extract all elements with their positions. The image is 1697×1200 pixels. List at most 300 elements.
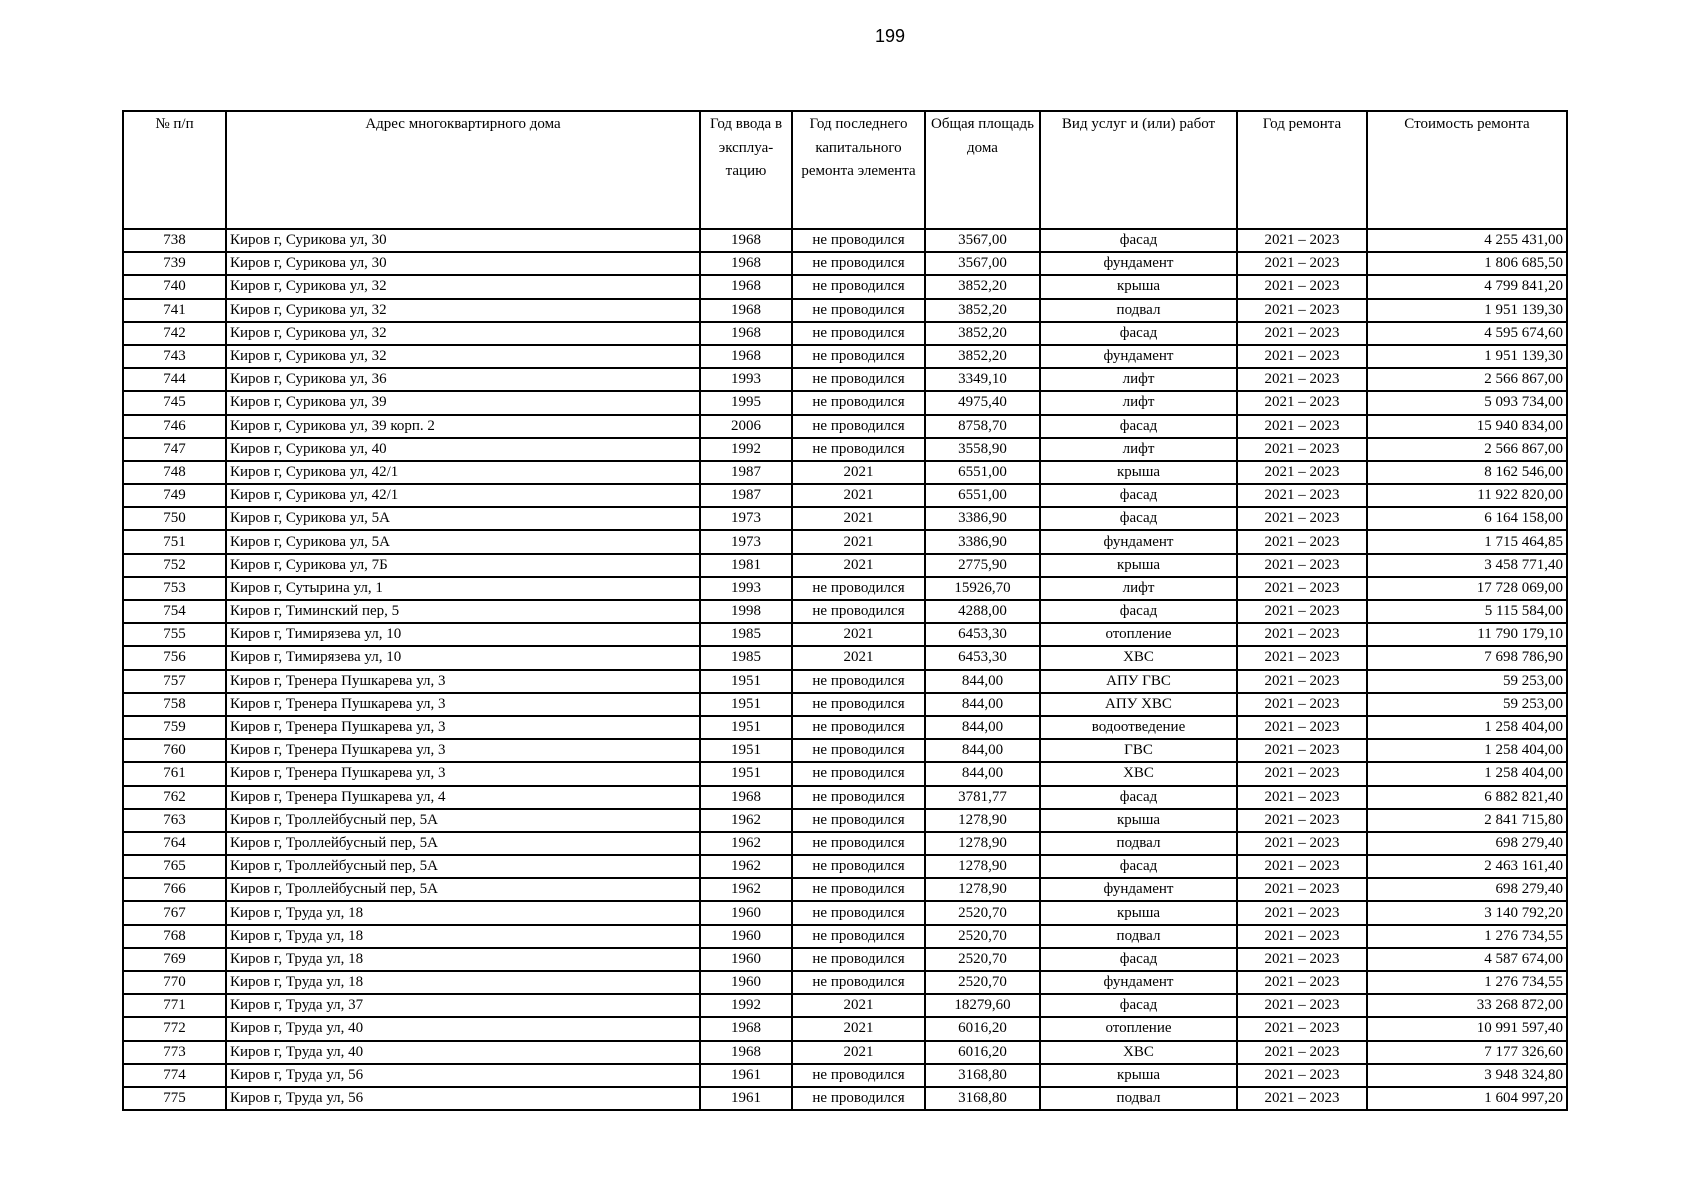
cell-address: Киров г, Тренера Пушкарева ул, 3 — [226, 693, 700, 716]
cell-repair-years: 2021 – 2023 — [1237, 948, 1367, 971]
cell-year-built: 1968 — [700, 1017, 792, 1040]
cell-year-built: 1985 — [700, 623, 792, 646]
cell-year-built: 1951 — [700, 693, 792, 716]
cell-service: подвал — [1040, 925, 1237, 948]
cell-num: 761 — [123, 762, 226, 785]
cell-last-repair: не проводился — [792, 832, 925, 855]
cell-last-repair: не проводился — [792, 391, 925, 414]
cell-repair-years: 2021 – 2023 — [1237, 322, 1367, 345]
cell-repair-years: 2021 – 2023 — [1237, 1087, 1367, 1110]
cell-year-built: 1992 — [700, 438, 792, 461]
header-service: Вид услуг и (или) работ — [1040, 111, 1237, 229]
cell-area: 1278,90 — [925, 832, 1040, 855]
cell-cost: 1 258 404,00 — [1367, 739, 1567, 762]
cell-repair-years: 2021 – 2023 — [1237, 809, 1367, 832]
cell-last-repair: не проводился — [792, 716, 925, 739]
cell-year-built: 1981 — [700, 554, 792, 577]
cell-area: 844,00 — [925, 739, 1040, 762]
table-row — [123, 322, 1567, 345]
cell-num: 746 — [123, 415, 226, 438]
cell-repair-years: 2021 – 2023 — [1237, 345, 1367, 368]
cell-cost: 11 790 179,10 — [1367, 623, 1567, 646]
cell-service: АПУ ХВС — [1040, 693, 1237, 716]
cell-num: 745 — [123, 391, 226, 414]
cell-area: 1278,90 — [925, 878, 1040, 901]
cell-repair-years: 2021 – 2023 — [1237, 484, 1367, 507]
cell-last-repair: 2021 — [792, 530, 925, 553]
cell-last-repair: не проводился — [792, 786, 925, 809]
cell-service: ГВС — [1040, 739, 1237, 762]
cell-address: Киров г, Сурикова ул, 5А — [226, 530, 700, 553]
table-row — [123, 275, 1567, 298]
cell-repair-years: 2021 – 2023 — [1237, 739, 1367, 762]
cell-last-repair: не проводился — [792, 275, 925, 298]
cell-last-repair: 2021 — [792, 461, 925, 484]
cell-cost: 1 604 997,20 — [1367, 1087, 1567, 1110]
cell-cost: 1 276 734,55 — [1367, 971, 1567, 994]
table-row — [123, 762, 1567, 785]
header-repair-years: Год ремонта — [1237, 111, 1367, 229]
cell-service: крыша — [1040, 1064, 1237, 1087]
cell-address: Киров г, Сутырина ул, 1 — [226, 577, 700, 600]
cell-last-repair: не проводился — [792, 368, 925, 391]
cell-last-repair: не проводился — [792, 415, 925, 438]
cell-num: 773 — [123, 1041, 226, 1064]
cell-area: 6453,30 — [925, 623, 1040, 646]
cell-cost: 11 922 820,00 — [1367, 484, 1567, 507]
cell-repair-years: 2021 – 2023 — [1237, 716, 1367, 739]
cell-cost: 2 566 867,00 — [1367, 368, 1567, 391]
cell-repair-years: 2021 – 2023 — [1237, 670, 1367, 693]
cell-service: ХВС — [1040, 762, 1237, 785]
cell-last-repair: не проводился — [792, 299, 925, 322]
cell-address: Киров г, Труда ул, 40 — [226, 1041, 700, 1064]
cell-num: 770 — [123, 971, 226, 994]
cell-area: 2520,70 — [925, 971, 1040, 994]
cell-cost: 8 162 546,00 — [1367, 461, 1567, 484]
cell-last-repair: не проводился — [792, 971, 925, 994]
cell-repair-years: 2021 – 2023 — [1237, 415, 1367, 438]
cell-area: 1278,90 — [925, 855, 1040, 878]
cell-area: 3349,10 — [925, 368, 1040, 391]
cell-cost: 2 463 161,40 — [1367, 855, 1567, 878]
cell-repair-years: 2021 – 2023 — [1237, 252, 1367, 275]
cell-repair-years: 2021 – 2023 — [1237, 299, 1367, 322]
cell-cost: 1 276 734,55 — [1367, 925, 1567, 948]
cell-cost: 59 253,00 — [1367, 693, 1567, 716]
table-row — [123, 786, 1567, 809]
cell-cost: 1 951 139,30 — [1367, 299, 1567, 322]
cell-year-built: 1960 — [700, 901, 792, 924]
cell-service: крыша — [1040, 809, 1237, 832]
cell-service: ХВС — [1040, 1041, 1237, 1064]
cell-address: Киров г, Троллейбусный пер, 5А — [226, 855, 700, 878]
cell-last-repair: не проводился — [792, 438, 925, 461]
cell-address: Киров г, Тренера Пушкарева ул, 3 — [226, 670, 700, 693]
cell-service: фасад — [1040, 507, 1237, 530]
cell-repair-years: 2021 – 2023 — [1237, 878, 1367, 901]
cell-address: Киров г, Тренера Пушкарева ул, 3 — [226, 716, 700, 739]
cell-num: 742 — [123, 322, 226, 345]
cell-num: 765 — [123, 855, 226, 878]
cell-num: 774 — [123, 1064, 226, 1087]
cell-cost: 4 595 674,60 — [1367, 322, 1567, 345]
cell-service: лифт — [1040, 368, 1237, 391]
cell-num: 757 — [123, 670, 226, 693]
cell-cost: 1 806 685,50 — [1367, 252, 1567, 275]
cell-service: фасад — [1040, 600, 1237, 623]
cell-num: 771 — [123, 994, 226, 1017]
cell-service: отопление — [1040, 623, 1237, 646]
cell-year-built: 1987 — [700, 484, 792, 507]
cell-area: 3168,80 — [925, 1064, 1040, 1087]
cell-num: 749 — [123, 484, 226, 507]
table-row — [123, 1064, 1567, 1087]
cell-area: 6551,00 — [925, 484, 1040, 507]
cell-repair-years: 2021 – 2023 — [1237, 623, 1367, 646]
cell-cost: 6 164 158,00 — [1367, 507, 1567, 530]
cell-repair-years: 2021 – 2023 — [1237, 530, 1367, 553]
cell-year-built: 1951 — [700, 762, 792, 785]
cell-cost: 7 698 786,90 — [1367, 646, 1567, 669]
cell-repair-years: 2021 – 2023 — [1237, 646, 1367, 669]
cell-repair-years: 2021 – 2023 — [1237, 1041, 1367, 1064]
cell-area: 844,00 — [925, 670, 1040, 693]
table-row — [123, 693, 1567, 716]
cell-last-repair: не проводился — [792, 925, 925, 948]
cell-last-repair: не проводился — [792, 739, 925, 762]
page-number: 199 — [874, 26, 906, 46]
cell-service: фундамент — [1040, 252, 1237, 275]
cell-service: лифт — [1040, 391, 1237, 414]
cell-year-built: 1951 — [700, 716, 792, 739]
cell-area: 844,00 — [925, 762, 1040, 785]
table-row — [123, 368, 1567, 391]
cell-address: Киров г, Троллейбусный пер, 5А — [226, 878, 700, 901]
cell-num: 764 — [123, 832, 226, 855]
header-year-built: Год ввода в эксплуа-тацию — [700, 111, 792, 229]
cell-area: 6016,20 — [925, 1041, 1040, 1064]
cell-service: крыша — [1040, 461, 1237, 484]
cell-area: 1278,90 — [925, 809, 1040, 832]
cell-address: Киров г, Сурикова ул, 32 — [226, 345, 700, 368]
cell-repair-years: 2021 – 2023 — [1237, 577, 1367, 600]
cell-num: 759 — [123, 716, 226, 739]
cell-service: АПУ ГВС — [1040, 670, 1237, 693]
cell-num: 753 — [123, 577, 226, 600]
cell-service: фундамент — [1040, 345, 1237, 368]
table-row — [123, 948, 1567, 971]
cell-num: 739 — [123, 252, 226, 275]
cell-last-repair: не проводился — [792, 878, 925, 901]
cell-repair-years: 2021 – 2023 — [1237, 438, 1367, 461]
cell-repair-years: 2021 – 2023 — [1237, 507, 1367, 530]
table-row — [123, 971, 1567, 994]
cell-address: Киров г, Труда ул, 18 — [226, 948, 700, 971]
cell-last-repair: 2021 — [792, 623, 925, 646]
cell-last-repair: 2021 — [792, 484, 925, 507]
cell-year-built: 1962 — [700, 855, 792, 878]
cell-address: Киров г, Сурикова ул, 36 — [226, 368, 700, 391]
cell-area: 844,00 — [925, 716, 1040, 739]
cell-num: 758 — [123, 693, 226, 716]
cell-year-built: 1951 — [700, 670, 792, 693]
cell-repair-years: 2021 – 2023 — [1237, 554, 1367, 577]
table-row — [123, 229, 1567, 252]
cell-address: Киров г, Сурикова ул, 7Б — [226, 554, 700, 577]
cell-num: 762 — [123, 786, 226, 809]
cell-year-built: 1960 — [700, 925, 792, 948]
cell-area: 4288,00 — [925, 600, 1040, 623]
cell-address: Киров г, Тренера Пушкарева ул, 4 — [226, 786, 700, 809]
cell-address: Киров г, Тиминский пер, 5 — [226, 600, 700, 623]
cell-num: 748 — [123, 461, 226, 484]
cell-cost: 1 258 404,00 — [1367, 762, 1567, 785]
cell-cost: 3 458 771,40 — [1367, 554, 1567, 577]
cell-address: Киров г, Тимирязева ул, 10 — [226, 646, 700, 669]
cell-last-repair: 2021 — [792, 554, 925, 577]
cell-address: Киров г, Троллейбусный пер, 5А — [226, 832, 700, 855]
cell-repair-years: 2021 – 2023 — [1237, 1017, 1367, 1040]
cell-cost: 6 882 821,40 — [1367, 786, 1567, 809]
table-row — [123, 415, 1567, 438]
cell-area: 3558,90 — [925, 438, 1040, 461]
cell-cost: 4 255 431,00 — [1367, 229, 1567, 252]
table-header — [123, 111, 1567, 229]
table-row — [123, 716, 1567, 739]
cell-repair-years: 2021 – 2023 — [1237, 600, 1367, 623]
table-row — [123, 1017, 1567, 1040]
cell-area: 3781,77 — [925, 786, 1040, 809]
cell-service: подвал — [1040, 299, 1237, 322]
cell-service: фасад — [1040, 948, 1237, 971]
table-row — [123, 646, 1567, 669]
cell-cost: 33 268 872,00 — [1367, 994, 1567, 1017]
cell-address: Киров г, Тимирязева ул, 10 — [226, 623, 700, 646]
cell-cost: 2 566 867,00 — [1367, 438, 1567, 461]
cell-year-built: 1961 — [700, 1064, 792, 1087]
table-row — [123, 299, 1567, 322]
cell-last-repair: не проводился — [792, 322, 925, 345]
cell-area: 8758,70 — [925, 415, 1040, 438]
cell-last-repair: 2021 — [792, 646, 925, 669]
cell-address: Киров г, Тренера Пушкарева ул, 3 — [226, 762, 700, 785]
cell-num: 772 — [123, 1017, 226, 1040]
table-row — [123, 461, 1567, 484]
cell-num: 775 — [123, 1087, 226, 1110]
cell-year-built: 2006 — [700, 415, 792, 438]
cell-year-built: 1985 — [700, 646, 792, 669]
cell-num: 747 — [123, 438, 226, 461]
cell-service: фасад — [1040, 994, 1237, 1017]
cell-area: 2520,70 — [925, 901, 1040, 924]
cell-service: водоотведение — [1040, 716, 1237, 739]
cell-num: 743 — [123, 345, 226, 368]
cell-area: 4975,40 — [925, 391, 1040, 414]
cell-cost: 5 093 734,00 — [1367, 391, 1567, 414]
cell-num: 756 — [123, 646, 226, 669]
cell-address: Киров г, Сурикова ул, 32 — [226, 299, 700, 322]
table-body — [123, 229, 1567, 1110]
cell-area: 3567,00 — [925, 229, 1040, 252]
cell-last-repair: не проводился — [792, 762, 925, 785]
cell-year-built: 1968 — [700, 1041, 792, 1064]
cell-service: отопление — [1040, 1017, 1237, 1040]
cell-num: 754 — [123, 600, 226, 623]
cell-year-built: 1973 — [700, 507, 792, 530]
cell-num: 763 — [123, 809, 226, 832]
cell-address: Киров г, Труда ул, 18 — [226, 925, 700, 948]
cell-year-built: 1962 — [700, 809, 792, 832]
cell-last-repair: не проводился — [792, 901, 925, 924]
cell-address: Киров г, Троллейбусный пер, 5А — [226, 809, 700, 832]
table-row — [123, 507, 1567, 530]
header-address: Адрес многоквартирного дома — [226, 111, 700, 229]
cell-cost: 17 728 069,00 — [1367, 577, 1567, 600]
cell-repair-years: 2021 – 2023 — [1237, 855, 1367, 878]
cell-area: 2775,90 — [925, 554, 1040, 577]
table-row — [123, 438, 1567, 461]
cell-address: Киров г, Сурикова ул, 39 корп. 2 — [226, 415, 700, 438]
cell-repair-years: 2021 – 2023 — [1237, 1064, 1367, 1087]
cell-address: Киров г, Сурикова ул, 40 — [226, 438, 700, 461]
cell-repair-years: 2021 – 2023 — [1237, 229, 1367, 252]
cell-area: 3567,00 — [925, 252, 1040, 275]
cell-address: Киров г, Тренера Пушкарева ул, 3 — [226, 739, 700, 762]
table-row — [123, 577, 1567, 600]
cell-cost: 698 279,40 — [1367, 832, 1567, 855]
table-row — [123, 994, 1567, 1017]
cell-year-built: 1968 — [700, 229, 792, 252]
cell-year-built: 1961 — [700, 1087, 792, 1110]
table-row — [123, 878, 1567, 901]
cell-cost: 5 115 584,00 — [1367, 600, 1567, 623]
cell-area: 6453,30 — [925, 646, 1040, 669]
cell-repair-years: 2021 – 2023 — [1237, 901, 1367, 924]
cell-cost: 59 253,00 — [1367, 670, 1567, 693]
cell-area: 3852,20 — [925, 275, 1040, 298]
cell-address: Киров г, Сурикова ул, 39 — [226, 391, 700, 414]
cell-cost: 698 279,40 — [1367, 878, 1567, 901]
cell-area: 3168,80 — [925, 1087, 1040, 1110]
cell-repair-years: 2021 – 2023 — [1237, 461, 1367, 484]
cell-cost: 10 991 597,40 — [1367, 1017, 1567, 1040]
cell-area: 3852,20 — [925, 345, 1040, 368]
cell-last-repair: 2021 — [792, 1041, 925, 1064]
cell-year-built: 1968 — [700, 322, 792, 345]
cell-year-built: 1993 — [700, 368, 792, 391]
table-row — [123, 1041, 1567, 1064]
table-row — [123, 901, 1567, 924]
cell-address: Киров г, Труда ул, 56 — [226, 1064, 700, 1087]
cell-service: лифт — [1040, 438, 1237, 461]
cell-num: 740 — [123, 275, 226, 298]
cell-address: Киров г, Сурикова ул, 32 — [226, 275, 700, 298]
cell-year-built: 1987 — [700, 461, 792, 484]
cell-address: Киров г, Сурикова ул, 5А — [226, 507, 700, 530]
cell-last-repair: не проводился — [792, 693, 925, 716]
cell-service: ХВС — [1040, 646, 1237, 669]
cell-cost: 3 140 792,20 — [1367, 901, 1567, 924]
cell-last-repair: не проводился — [792, 252, 925, 275]
cell-num: 768 — [123, 925, 226, 948]
cell-cost: 4 799 841,20 — [1367, 275, 1567, 298]
cell-area: 6016,20 — [925, 1017, 1040, 1040]
cell-service: крыша — [1040, 554, 1237, 577]
header-row — [123, 111, 1567, 229]
table-row — [123, 809, 1567, 832]
cell-area: 15926,70 — [925, 577, 1040, 600]
cell-num: 741 — [123, 299, 226, 322]
table-row — [123, 832, 1567, 855]
cell-repair-years: 2021 – 2023 — [1237, 693, 1367, 716]
cell-last-repair: 2021 — [792, 994, 925, 1017]
cell-num: 766 — [123, 878, 226, 901]
cell-num: 751 — [123, 530, 226, 553]
header-area: Общая площадь дома — [925, 111, 1040, 229]
cell-service: фасад — [1040, 786, 1237, 809]
cell-year-built: 1962 — [700, 832, 792, 855]
cell-cost: 1 951 139,30 — [1367, 345, 1567, 368]
cell-num: 750 — [123, 507, 226, 530]
cell-num: 769 — [123, 948, 226, 971]
cell-address: Киров г, Труда ул, 40 — [226, 1017, 700, 1040]
cell-service: фундамент — [1040, 878, 1237, 901]
cell-num: 744 — [123, 368, 226, 391]
cell-service: фасад — [1040, 484, 1237, 507]
cell-num: 760 — [123, 739, 226, 762]
cell-address: Киров г, Труда ул, 37 — [226, 994, 700, 1017]
cell-year-built: 1992 — [700, 994, 792, 1017]
cell-year-built: 1962 — [700, 878, 792, 901]
cell-year-built: 1995 — [700, 391, 792, 414]
cell-last-repair: не проводился — [792, 577, 925, 600]
cell-service: фундамент — [1040, 530, 1237, 553]
cell-service: фасад — [1040, 855, 1237, 878]
cell-year-built: 1960 — [700, 948, 792, 971]
table-row — [123, 530, 1567, 553]
table-row — [123, 739, 1567, 762]
cell-num: 755 — [123, 623, 226, 646]
cell-last-repair: 2021 — [792, 507, 925, 530]
cell-last-repair: не проводился — [792, 1087, 925, 1110]
cell-area: 2520,70 — [925, 948, 1040, 971]
cell-last-repair: не проводился — [792, 948, 925, 971]
cell-cost: 15 940 834,00 — [1367, 415, 1567, 438]
cell-service: крыша — [1040, 901, 1237, 924]
cell-year-built: 1968 — [700, 275, 792, 298]
table-row — [123, 855, 1567, 878]
cell-cost: 3 948 324,80 — [1367, 1064, 1567, 1087]
cell-year-built: 1968 — [700, 345, 792, 368]
cell-repair-years: 2021 – 2023 — [1237, 391, 1367, 414]
table-row — [123, 391, 1567, 414]
cell-repair-years: 2021 – 2023 — [1237, 786, 1367, 809]
cell-address: Киров г, Труда ул, 18 — [226, 971, 700, 994]
header-num: № п/п — [123, 111, 226, 229]
cell-cost: 2 841 715,80 — [1367, 809, 1567, 832]
cell-last-repair: 2021 — [792, 1017, 925, 1040]
table-row — [123, 484, 1567, 507]
cell-address: Киров г, Сурикова ул, 30 — [226, 252, 700, 275]
cell-year-built: 1973 — [700, 530, 792, 553]
cell-last-repair: не проводился — [792, 809, 925, 832]
cell-service: фундамент — [1040, 971, 1237, 994]
table-row — [123, 670, 1567, 693]
cell-last-repair: не проводился — [792, 855, 925, 878]
cell-address: Киров г, Сурикова ул, 32 — [226, 322, 700, 345]
cell-area: 6551,00 — [925, 461, 1040, 484]
